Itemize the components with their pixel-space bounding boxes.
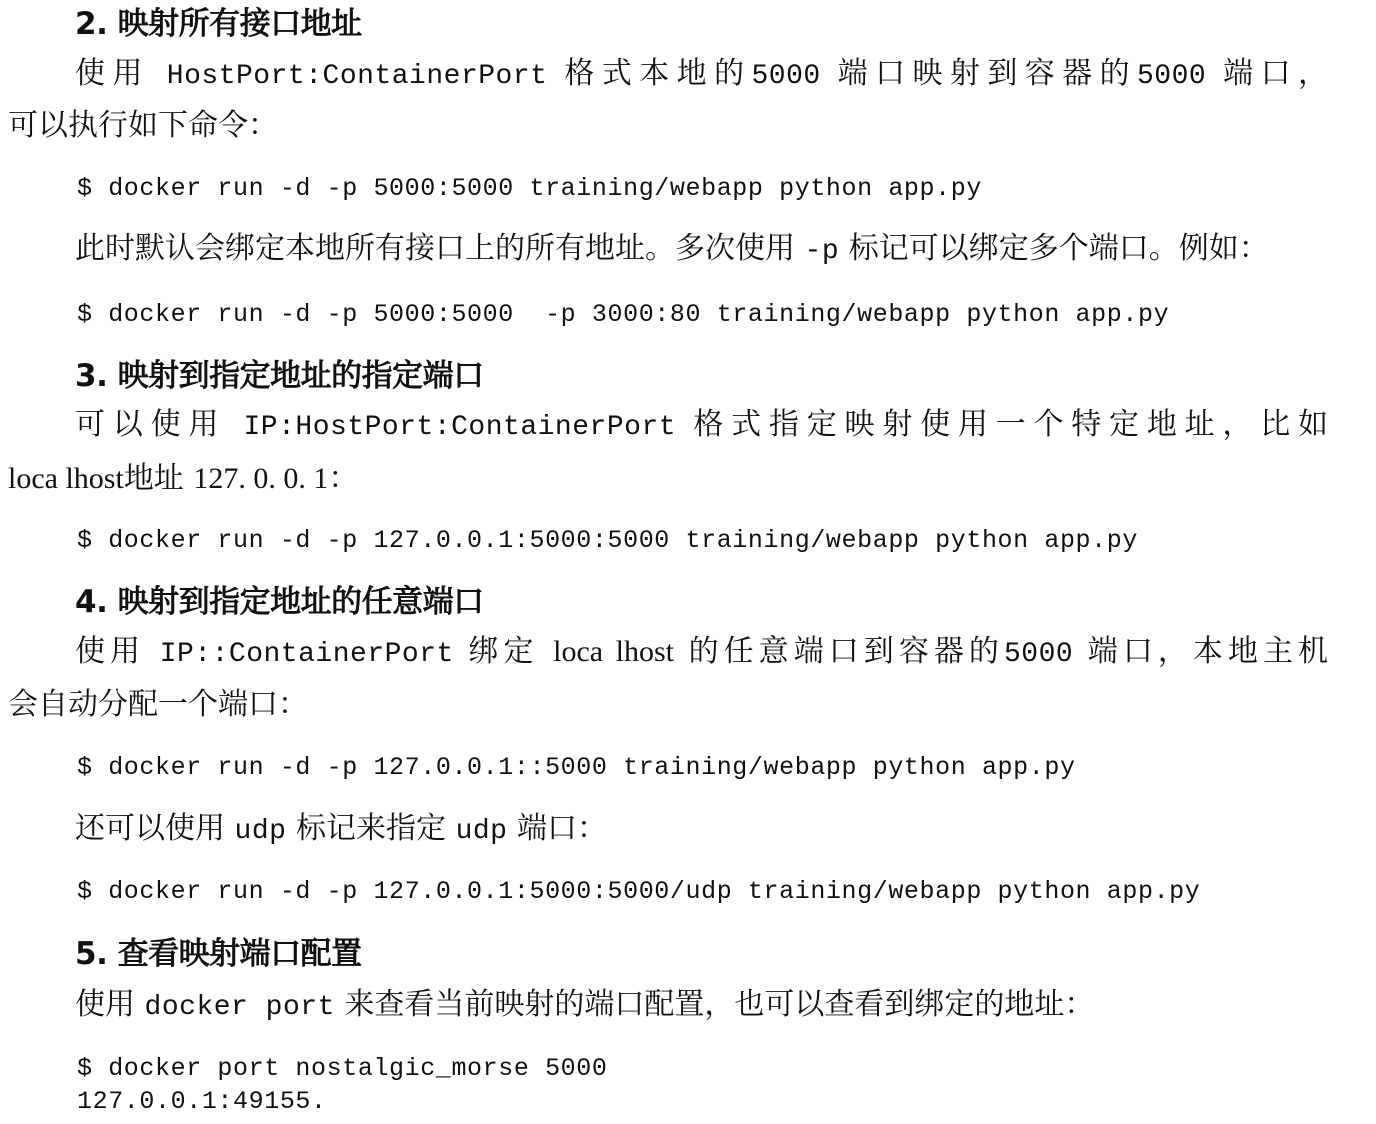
code-block-docker-run-multi-port: $ docker run -d -p 5000:5000 -p 3000:80 training/webapp python app.py (77, 300, 1170, 329)
section-2-heading: 2. 映射所有接口地址 (75, 6, 362, 42)
text-run: 地址 (123, 461, 184, 496)
section-4-paragraph-1-line-2: 会自动分配一个端口： (8, 687, 308, 722)
section-5-paragraph-1 (75, 987, 1095, 1023)
text-run: 绑定 (468, 634, 539, 669)
text-run: 使用 (75, 634, 146, 669)
inline-number: 5000 (1137, 61, 1207, 92)
inline-code: HostPort:ContainerPort (166, 61, 548, 92)
section-3-paragraph-1-line-1 (75, 407, 1328, 443)
code-block-docker-port: $ docker port nostalgic_morse 5000 (77, 1054, 608, 1083)
inline-code: IP::ContainerPort (159, 639, 454, 670)
inline-code: udp (234, 816, 287, 847)
code-block-docker-run-5000: $ docker run -d -p 5000:5000 training/webapp python app.py (77, 174, 982, 203)
text-run: 使用 (75, 56, 150, 91)
section-2-paragraph-1-line-2: 可以执行如下命令： (8, 108, 278, 143)
text-run: 此时默认会绑定本地所有接口上的所有地址。多次使用 (75, 231, 795, 266)
text-run: 标记可以绑定多个端口。例如： (848, 231, 1269, 266)
section-3-heading: 3. 映射到指定地址的指定端口 (75, 358, 484, 394)
text-run: 可以使用 (75, 407, 227, 442)
inline-ip: 127. 0. 0. 1 (193, 462, 329, 495)
text-run: 来查看当前映射的端口配置，也可以查看到绑定的地址： (344, 987, 1095, 1022)
text-run: 端口： (517, 811, 608, 846)
text-run: ： (328, 461, 359, 496)
text-run: 使用 (75, 987, 135, 1022)
text-run: 端口映射到容器的 (837, 56, 1137, 91)
text-run: 端口， (1223, 56, 1329, 91)
section-2-paragraph-2 (75, 231, 1269, 267)
inline-number: 5000 (1003, 639, 1074, 670)
text-run: 格式本地的 (564, 56, 752, 91)
code-block-docker-port-output: 127.0.0.1:49155. (77, 1087, 327, 1116)
inline-host: loca lhost (553, 635, 674, 668)
section-4-heading: 4. 映射到指定地址的任意端口 (75, 584, 484, 620)
inline-number: 5000 (751, 61, 821, 92)
code-block-docker-run-udp: $ docker run -d -p 127.0.0.1:5000:5000/udp training/webapp python app.py (77, 877, 1201, 906)
inline-code: docker port (144, 992, 335, 1023)
text-run: 还可以使用 (75, 811, 225, 846)
text-run: 格式指定映射使用一个特定地址，比如 (693, 407, 1328, 442)
text-run: 的任意端口到容器的 (688, 634, 1004, 669)
section-4-paragraph-1-line-1 (75, 634, 1329, 670)
section-4-paragraph-2 (75, 811, 608, 847)
text-run: 端口，本地主机 (1087, 634, 1329, 669)
inline-code: udp (455, 816, 508, 847)
code-block-docker-run-localhost: $ docker run -d -p 127.0.0.1:5000:5000 training/webapp python app.py (77, 526, 1138, 555)
code-block-docker-run-random-port: $ docker run -d -p 127.0.0.1::5000 training/webapp python app.py (77, 753, 1076, 782)
text-run: loca lhost (8, 462, 124, 495)
section-2-paragraph-1-line-1 (75, 56, 1329, 92)
inline-code: IP:HostPort:ContainerPort (243, 412, 677, 443)
inline-flag: -p (804, 236, 840, 267)
text-run: 标记来指定 (296, 811, 447, 846)
section-3-paragraph-1-line-2 (8, 461, 359, 496)
section-5-heading: 5. 查看映射端口配置 (75, 936, 362, 972)
